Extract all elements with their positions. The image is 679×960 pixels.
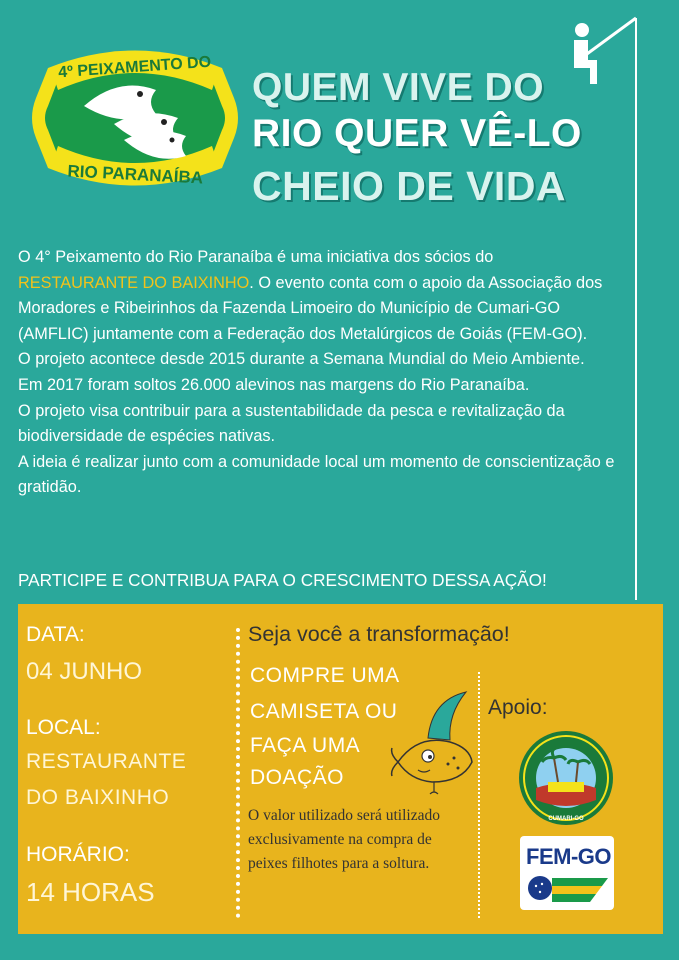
donate-line3: FAÇA UMA: [250, 734, 361, 757]
support-label: Apoio:: [488, 696, 548, 719]
intro-paragraph-1: [18, 245, 618, 347]
fish-with-hat-icon: [388, 690, 478, 810]
dotted-divider-right: [478, 672, 480, 918]
place-line2: DO BAIXINHO: [26, 786, 170, 809]
amflic-badge-icon: [518, 730, 614, 826]
fem-go-text: FEM-GO: [526, 844, 611, 869]
date-value: 04 JUNHO: [26, 658, 143, 685]
headline-line2: RIO QUER VÊ-LO: [252, 112, 582, 155]
intro-p1-end: . O evento conta com o apoio da Associação dos Moradores e Ribeirinhos da Fazenda Limoeiro do Município de Cumari-GO (AMFLIC) juntamente com a Federação dos Metalúrgicos de Goiás (FEM-GO).: [18, 273, 603, 343]
place-line1: RESTAURANTE: [26, 750, 187, 773]
dotted-divider: [236, 628, 240, 918]
donate-line1: COMPRE UMA: [250, 664, 400, 687]
restaurant-highlight: RESTAURANTE DO BAIXINHO: [18, 273, 250, 292]
logo-bottom-text: RIO PARANAÍBA: [67, 161, 204, 188]
slogan: Seja você a transformação!: [248, 622, 510, 646]
peixamento-logo: [28, 28, 242, 206]
fem-go-logo: [520, 836, 614, 910]
donation-note: O valor utilizado será utilizado exclusivamente na compra de peixes filhotes para a soltura.: [248, 807, 440, 872]
date-label: DATA:: [26, 623, 85, 646]
headline-line3: CHEIO DE VIDA: [252, 163, 567, 209]
intro-paragraph-2: O projeto acontece desde 2015 durante a Semana Mundial do Meio Ambiente.: [18, 350, 585, 369]
time-value: 14 HORAS: [26, 877, 155, 907]
donate-line4: DOAÇÃO: [250, 766, 345, 789]
logo-top-text: 4º PEIXAMENTO DO: [57, 53, 212, 82]
fem-go-flag-icon: [526, 872, 610, 904]
donate-line2: CAMISETA OU: [250, 700, 398, 723]
place-label: LOCAL:: [26, 716, 101, 739]
intro-paragraph-3: Em 2017 foram soltos 26.000 alevinos nas margens do Rio Paranaíba.: [18, 375, 530, 394]
intro-text: [18, 245, 618, 501]
badge-bottom-text: CUMARI-GO: [548, 816, 584, 822]
intro-paragraph-4: O projeto visa contribuir para a sustentabilidade da pesca e revitalização da biodiversidade de espécies nativas.: [18, 401, 565, 446]
intro-p1-start: O 4° Peixamento do Rio Paranaíba é uma iniciativa dos sócios do: [18, 248, 494, 266]
call-to-action: PARTICIPE E CONTRIBUA PARA O CRESCIMENTO DESSA AÇÃO!: [18, 570, 547, 590]
headline-line1: QUEM VIVE DO: [252, 66, 545, 109]
time-label: HORÁRIO:: [26, 843, 130, 866]
intro-paragraph-5: A ideia é realizar junto com a comunidade local um momento de conscientização e gratidão.: [18, 452, 615, 497]
